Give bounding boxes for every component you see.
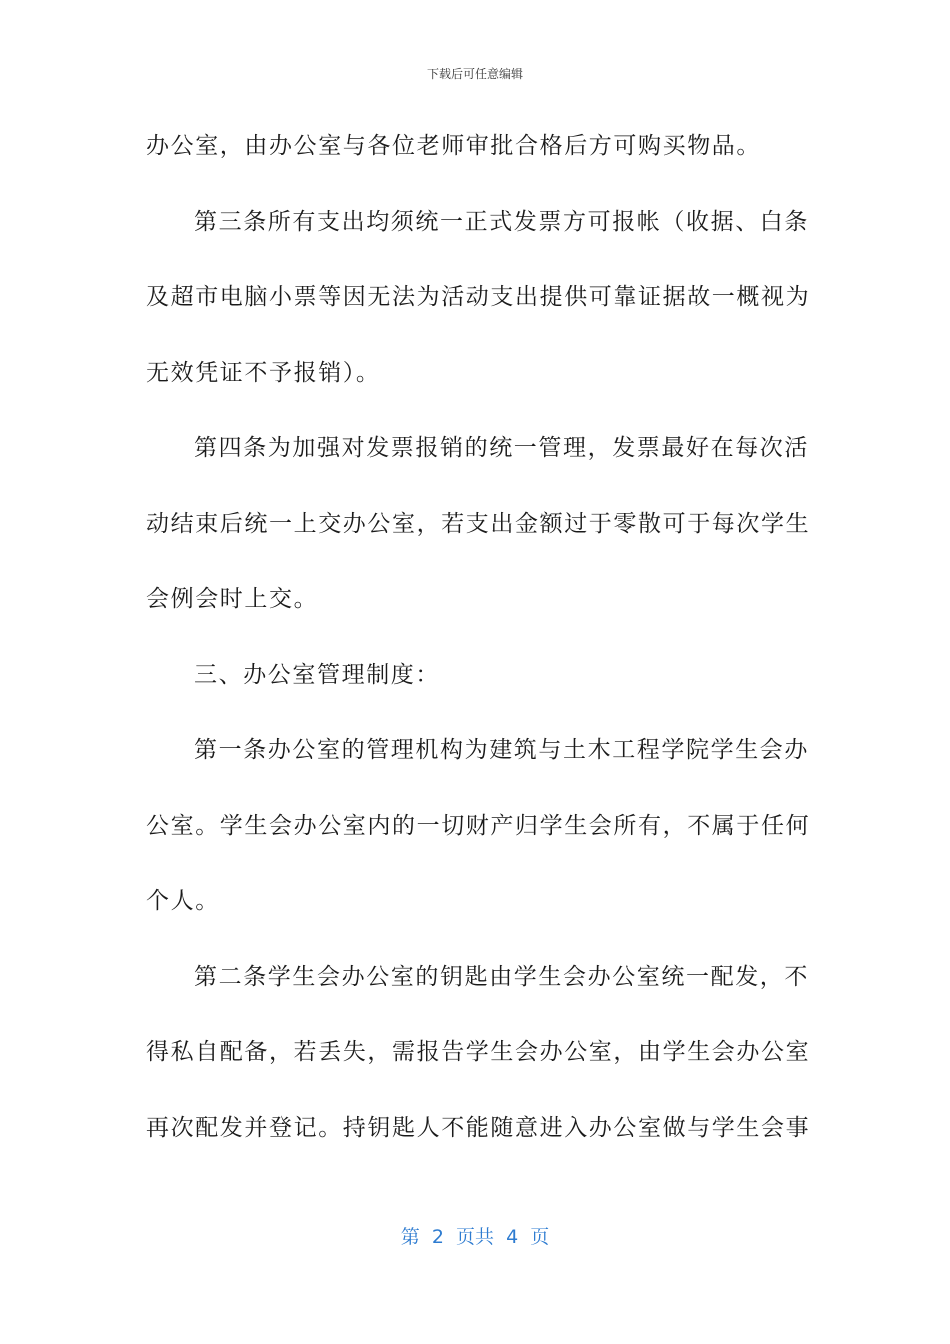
document-body: [146, 120, 811, 1177]
text-line: 办公室，由办公室与各位老师审批合格后方可购买物品。: [146, 133, 761, 159]
text-line: 及超市电脑小票等因无法为活动支出提供可靠证据故一概视为: [146, 284, 811, 310]
text-line: 得私自配备，若丢失，需报告学生会办公室，由学生会办公室: [146, 1039, 811, 1065]
paragraph-article-3: 第三条所有支出均须统一正式发票方可报帐（收据、白条: [194, 208, 809, 235]
text-line: 无效凭证不予报销）。: [146, 359, 381, 386]
section-heading: 三、办公室管理制度：: [194, 661, 440, 688]
text-line: 会例会时上交。: [146, 586, 319, 612]
paragraph-article-4: 第四条为加强对发票报销的统一管理，发票最好在每次活: [194, 435, 809, 461]
text-line: 再次配发并登记。持钥匙人不能随意进入办公室做与学生会事: [146, 1114, 811, 1141]
text-line: 公室。学生会办公室内的一切财产归学生会所有，不属于任何: [146, 812, 811, 839]
text-line: 动结束后统一上交办公室，若支出金额过于零散可于每次学生: [146, 510, 811, 537]
page-footer: [0, 1222, 950, 1252]
paragraph-article-1: 第一条办公室的管理机构为建筑与土木工程学院学生会办: [194, 737, 809, 763]
page-header: [0, 66, 950, 82]
paragraph-article-2: 第二条学生会办公室的钥匙由学生会办公室统一配发，不: [194, 963, 809, 990]
page-number: 第 2 页共 4 页: [400, 1226, 550, 1248]
header-text: 下载后可任意编辑: [426, 67, 523, 81]
text-line: 个人。: [146, 888, 220, 914]
